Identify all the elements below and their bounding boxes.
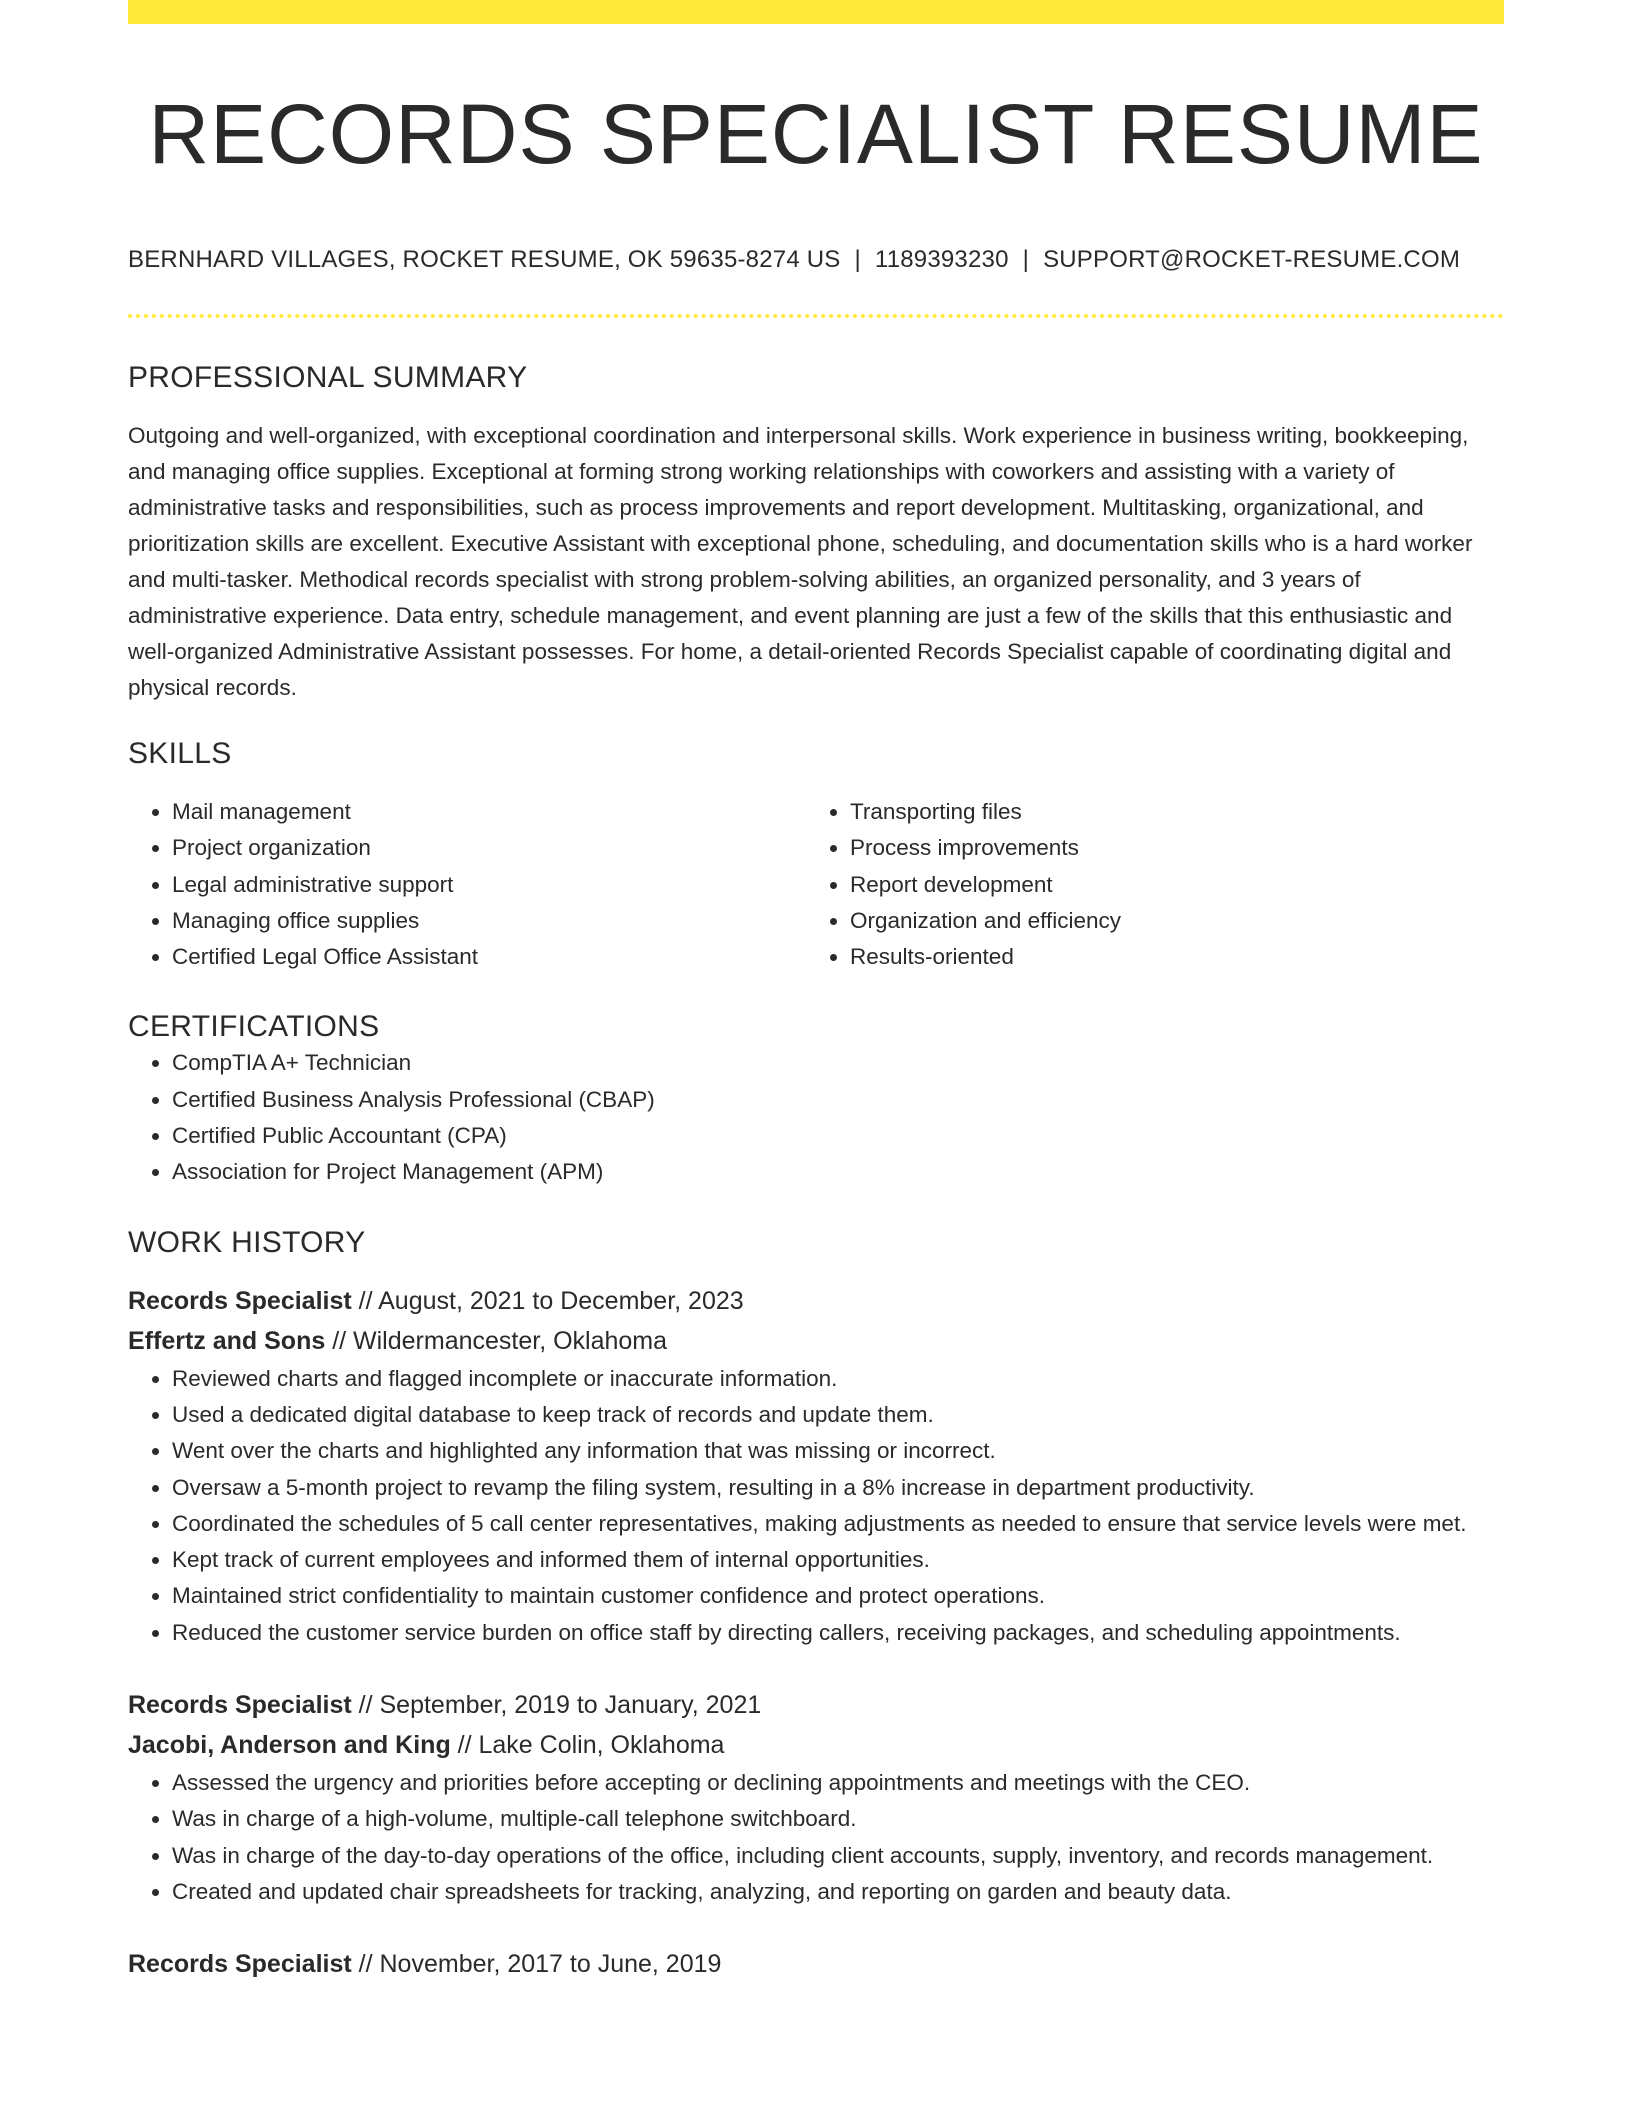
job-bullet: • Reviewed charts and flagged incomplete or inaccurate information. — [172, 1361, 1504, 1397]
skill-item: • Transporting files — [850, 794, 1484, 830]
skills-list-left — [128, 794, 806, 975]
job-title-line — [128, 1685, 1504, 1725]
job-entry — [128, 1281, 1504, 1651]
job-dates: // August, 2021 to December, 2023 — [351, 1286, 744, 1315]
job-bullet: • Kept track of current employees and informed them of internal opportunities. — [172, 1542, 1504, 1578]
job-title: Records Specialist — [128, 1950, 352, 1979]
job-bullet: • Was in charge of the day-to-day operations of the office, including client accounts, supply, inventory, and records management. — [172, 1838, 1504, 1874]
certification-item: • Certified Business Analysis Professional (CBAP) — [172, 1082, 1504, 1118]
contact-separator: | — [1022, 246, 1030, 273]
skill-item: • Mail management — [172, 794, 806, 830]
contact-phone: 1189393230 — [874, 246, 1009, 273]
certification-item: • Association for Project Management (APM) — [172, 1154, 1504, 1190]
skills-column-right — [806, 794, 1484, 975]
job-company-line — [128, 1725, 1504, 1765]
resume-page — [128, 0, 1504, 1984]
certifications-list — [128, 1045, 1504, 1190]
skills-heading: SKILLS — [128, 737, 232, 770]
skill-item: • Legal administrative support — [172, 867, 806, 903]
skill-item: • Results-oriented — [850, 939, 1484, 975]
certification-item: • CompTIA A+ Technician — [172, 1045, 1504, 1081]
job-title: Records Specialist — [128, 1691, 352, 1720]
job-bullet: • Reduced the customer service burden on office staff by directing callers, receiving packages, and scheduling appointments. — [172, 1615, 1504, 1651]
skill-item: • Process improvements — [850, 830, 1484, 866]
job-entry — [128, 1944, 1504, 1984]
job-title: Records Specialist — [128, 1286, 352, 1315]
skill-item: • Report development — [850, 867, 1484, 903]
certifications-heading: CERTIFICATIONS — [128, 1010, 380, 1044]
job-bullet: • Assessed the urgency and priorities before accepting or declining appointments and meetings with the CEO. — [172, 1765, 1504, 1801]
skills-column-left — [128, 794, 806, 975]
skill-item: • Project organization — [172, 830, 806, 866]
job-bullets — [128, 1765, 1504, 1910]
contact-email: SUPPORT@ROCKET-RESUME.COM — [1043, 246, 1461, 273]
skills-list-right — [806, 794, 1484, 975]
job-location: // Lake Colin, Oklahoma — [450, 1731, 725, 1760]
accent-top-bar — [128, 0, 1504, 24]
skills-grid — [128, 794, 1504, 975]
job-title-line — [128, 1281, 1504, 1321]
summary-heading: PROFESSIONAL SUMMARY — [128, 361, 528, 394]
job-dates: // September, 2019 to January, 2021 — [351, 1691, 762, 1720]
job-entry — [128, 1685, 1504, 1910]
job-location: // Wildermancester, Oklahoma — [325, 1326, 668, 1355]
summary-text: Outgoing and well-organized, with exceptional coordination and interpersonal skills. Work experience in business writing, bookkeeping, and managing office supplies. Exceptional at forming strong working relationships with coworkers and assisting with a variety of administrative tasks and responsibilities, such as process improvements and report development. Multitasking, organizational, and prioritization skills are excellent. Executive Assistant with exceptional phone, scheduling, and documentation skills who is a hard worker and multi-tasker. Methodical records specialist with strong problem-solving abilities, an organized personality, and 3 years of administrative experience. Data entry, schedule management, and event planning are just a few of the skills that this enthusiastic and well-organized Administrative Assistant possesses. For home, a detail-oriented Records Specialist capable of coordinating digital and physical records. — [128, 423, 1473, 700]
job-bullet: • Went over the charts and highlighted any information that was missing or incorrect. — [172, 1433, 1504, 1469]
skill-item: • Certified Legal Office Assistant — [172, 939, 806, 975]
job-bullet: • Was in charge of a high-volume, multiple-call telephone switchboard. — [172, 1801, 1504, 1837]
job-dates: // November, 2017 to June, 2019 — [351, 1950, 722, 1979]
certification-item: • Certified Public Accountant (CPA) — [172, 1118, 1504, 1154]
job-bullet: • Coordinated the schedules of 5 call center representatives, making adjustments as needed to ensure that service levels were met. — [172, 1506, 1504, 1542]
job-bullet: • Created and updated chair spreadsheets for tracking, analyzing, and reporting on garden and beauty data. — [172, 1874, 1504, 1910]
job-title-line — [128, 1944, 1504, 1984]
skill-item: • Organization and efficiency — [850, 903, 1484, 939]
job-bullet: • Oversaw a 5-month project to revamp the filing system, resulting in a 8% increase in department productivity. — [172, 1470, 1504, 1506]
dotted-divider — [128, 314, 1504, 318]
contact-address: BERNHARD VILLAGES, ROCKET RESUME, OK 59635-8274 US — [128, 246, 841, 273]
job-company: Jacobi, Anderson and King — [128, 1731, 451, 1760]
contact-line — [128, 244, 1504, 276]
job-bullets — [128, 1361, 1504, 1651]
job-company: Effertz and Sons — [128, 1326, 326, 1355]
skill-item: • Managing office supplies — [172, 903, 806, 939]
contact-separator: | — [854, 246, 861, 273]
job-bullet: • Maintained strict confidentiality to maintain customer confidence and protect operations. — [172, 1578, 1504, 1614]
job-bullet: • Used a dedicated digital database to keep track of records and update them. — [172, 1397, 1504, 1433]
page-title: RECORDS SPECIALIST RESUME — [148, 87, 1484, 181]
work-history-heading: WORK HISTORY — [128, 1225, 366, 1259]
job-company-line — [128, 1321, 1504, 1361]
